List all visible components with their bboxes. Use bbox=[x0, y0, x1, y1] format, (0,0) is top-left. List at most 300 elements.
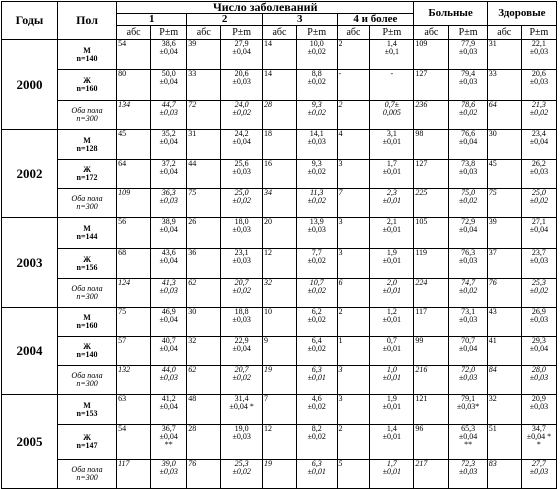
cell-line: 64 bbox=[488, 100, 497, 109]
ptm-cell bbox=[221, 395, 263, 425]
subheader-ptm: P±m bbox=[521, 26, 556, 40]
cell-line: 41,2 bbox=[161, 394, 176, 403]
cell-line: 132 bbox=[118, 365, 131, 374]
cell-line: 7 bbox=[263, 394, 268, 403]
cell-line: ±0,03 bbox=[307, 137, 326, 146]
cell-line: ±0,02 bbox=[307, 256, 326, 265]
cell-line: 44,0 bbox=[161, 365, 176, 374]
abs-cell bbox=[117, 425, 151, 460]
abs-cell bbox=[187, 189, 221, 218]
table-row bbox=[2, 337, 557, 366]
abs-cell bbox=[187, 249, 221, 279]
ptm-cell bbox=[449, 366, 487, 395]
subheader-abs: абс bbox=[414, 26, 449, 40]
cell-line: 2,3 bbox=[386, 188, 397, 197]
cell-line: 19,0 bbox=[234, 424, 249, 433]
cell-line: 6,3 bbox=[311, 459, 322, 468]
abs-cell bbox=[487, 337, 521, 366]
cell-line: 62 bbox=[188, 278, 197, 287]
ptm-cell bbox=[370, 218, 414, 249]
cell-line: 3,1 bbox=[386, 129, 397, 138]
cell-line: 9,3 bbox=[311, 159, 322, 168]
cell-line: 124 bbox=[118, 278, 131, 287]
sex-label: М bbox=[83, 313, 91, 322]
abs-cell bbox=[487, 101, 521, 130]
cell-line: 34 bbox=[263, 188, 272, 197]
ptm-cell bbox=[296, 425, 337, 460]
ptm-cell bbox=[449, 70, 487, 101]
cell-line: ±0,02 bbox=[232, 373, 251, 382]
cell-line: 72,0 bbox=[461, 365, 476, 374]
abs-cell bbox=[262, 189, 296, 218]
sex-cell bbox=[57, 40, 116, 70]
ptm-cell bbox=[296, 70, 337, 101]
abs-cell bbox=[187, 160, 221, 189]
sex-label: Оба пола bbox=[71, 106, 103, 115]
abs-cell bbox=[414, 130, 449, 160]
cell-line: ±0,03 bbox=[458, 256, 478, 265]
cell-line: 224 bbox=[415, 278, 428, 287]
cell-line: 2 bbox=[338, 39, 343, 48]
cell-line: 38,6 bbox=[161, 39, 176, 48]
cell-line: 72,9 bbox=[461, 217, 476, 226]
cell-line: ±0,03 bbox=[307, 225, 326, 234]
cell-line: 18,0 bbox=[234, 217, 249, 226]
abs-cell bbox=[117, 70, 151, 101]
cell-line: 26,9 bbox=[531, 307, 546, 316]
cell-line: ±0,01 bbox=[382, 137, 402, 146]
ptm-cell bbox=[521, 249, 556, 279]
cell-line: ±0,03 bbox=[232, 256, 251, 265]
cell-line: ±0,03 bbox=[232, 77, 251, 86]
sex-label: М bbox=[83, 400, 91, 410]
cell-line: 33 bbox=[188, 69, 197, 78]
cell-line: 9,3 bbox=[311, 100, 322, 109]
cell-line: 20,6 bbox=[531, 69, 546, 78]
subheader-ptm: P±m bbox=[221, 26, 263, 40]
sample-size: n=160 bbox=[76, 84, 98, 93]
ptm-cell bbox=[221, 218, 263, 249]
table-row bbox=[2, 425, 557, 460]
abs-cell bbox=[262, 460, 296, 489]
ptm-cell bbox=[296, 218, 337, 249]
cell-line: 121 bbox=[415, 394, 428, 403]
cell-line: ±0,03 bbox=[159, 373, 178, 382]
cell-line: 84 bbox=[488, 365, 497, 374]
ptm-cell bbox=[151, 460, 187, 489]
ptm-cell bbox=[521, 337, 556, 366]
subheader-ptm: P±m bbox=[449, 26, 487, 40]
cell-line: 109 bbox=[118, 188, 131, 197]
cell-line: 5 bbox=[338, 459, 343, 468]
sex-label: Ж bbox=[83, 76, 91, 85]
abs-cell bbox=[262, 337, 296, 366]
cell-line: 72,3 bbox=[461, 459, 476, 468]
abs-cell bbox=[487, 308, 521, 337]
sex-cell bbox=[57, 249, 116, 279]
abs-cell bbox=[187, 425, 221, 460]
ptm-cell bbox=[151, 70, 187, 101]
cell-line: ±0,04 bbox=[529, 344, 549, 353]
cell-line: ±0,04 bbox=[458, 225, 478, 234]
cell-line: ±0,02 bbox=[232, 286, 251, 295]
cell-line: 1,0 bbox=[386, 365, 397, 374]
ptm-cell bbox=[449, 160, 487, 189]
cell-line: 30 bbox=[188, 307, 197, 316]
cell-line: ±0,04 bbox=[232, 344, 251, 353]
abs-cell bbox=[117, 40, 151, 70]
ptm-cell bbox=[151, 425, 187, 460]
sample-size: n=300 bbox=[76, 292, 98, 301]
year-cell: 2002 bbox=[2, 130, 58, 218]
ptm-cell bbox=[449, 218, 487, 249]
abs-cell bbox=[414, 160, 449, 189]
abs-cell bbox=[414, 249, 449, 279]
cell-line: ±0,04 bbox=[159, 315, 178, 324]
sample-size: n=160 bbox=[76, 321, 98, 330]
cell-line: 45 bbox=[118, 129, 127, 138]
cell-line: ±0,02 bbox=[529, 286, 549, 295]
sex-cell bbox=[57, 337, 116, 366]
cell-line: 4 bbox=[338, 129, 343, 138]
ptm-cell bbox=[521, 279, 556, 308]
abs-cell bbox=[414, 366, 449, 395]
sample-size: n=128 bbox=[76, 143, 98, 153]
abs-cell bbox=[337, 279, 370, 308]
cell-line: 26,2 bbox=[531, 159, 546, 168]
table-row bbox=[2, 101, 557, 130]
cell-line: 79,1 bbox=[461, 394, 476, 403]
cell-line: ±0,04 bbox=[159, 256, 178, 265]
cell-line: 6,3 bbox=[311, 365, 322, 374]
cell-line: 0,005 bbox=[382, 108, 401, 117]
cell-line: 20,6 bbox=[234, 69, 249, 78]
sample-size: n=153 bbox=[76, 408, 98, 418]
sample-size: n=300 bbox=[76, 114, 98, 123]
abs-cell bbox=[337, 70, 370, 101]
ptm-cell bbox=[449, 189, 487, 218]
ptm-cell bbox=[370, 70, 414, 101]
ptm-cell bbox=[151, 160, 187, 189]
ptm-cell bbox=[370, 366, 414, 395]
cell-line: ±0,03 bbox=[529, 402, 549, 411]
cell-line: 109 bbox=[415, 39, 428, 48]
sex-label: Оба пола bbox=[71, 284, 103, 293]
header-col-2: 2 bbox=[187, 14, 263, 26]
cell-line: 73,8 bbox=[461, 159, 476, 168]
cell-line: ±0,03 bbox=[529, 256, 549, 265]
sample-size: n=140 bbox=[76, 350, 98, 359]
ptm-cell bbox=[296, 308, 337, 337]
table-row bbox=[2, 189, 557, 218]
cell-line: 65,3 bbox=[461, 424, 476, 433]
cell-line: 33 bbox=[488, 69, 497, 78]
cell-line: ±0,04 bbox=[159, 432, 178, 441]
cell-line: ** bbox=[464, 440, 473, 449]
ptm-cell bbox=[370, 101, 414, 130]
ptm-cell bbox=[449, 130, 487, 160]
ptm-cell bbox=[521, 101, 556, 130]
sex-cell bbox=[57, 279, 116, 308]
ptm-cell bbox=[449, 337, 487, 366]
ptm-cell bbox=[449, 40, 487, 70]
cell-line: 1 bbox=[338, 336, 343, 345]
cell-line: 134 bbox=[118, 100, 131, 109]
abs-cell bbox=[117, 366, 151, 395]
cell-line: 1,4 bbox=[386, 424, 397, 433]
abs-cell bbox=[487, 460, 521, 489]
sample-size: n=172 bbox=[76, 173, 98, 182]
header-years: Годы bbox=[2, 2, 58, 40]
abs-cell bbox=[187, 308, 221, 337]
cell-line: 54 bbox=[118, 39, 127, 48]
ptm-cell bbox=[521, 395, 556, 425]
cell-line: 1,9 bbox=[386, 248, 397, 257]
cell-line: 73,1 bbox=[461, 307, 476, 316]
ptm-cell bbox=[151, 218, 187, 249]
ptm-cell bbox=[221, 130, 263, 160]
cell-line: ±0,03 bbox=[232, 315, 251, 324]
abs-cell bbox=[187, 101, 221, 130]
ptm-cell bbox=[449, 460, 487, 489]
cell-line: 36,7 bbox=[161, 424, 176, 433]
ptm-cell bbox=[221, 460, 263, 489]
sex-label: М bbox=[83, 135, 91, 145]
ptm-cell bbox=[296, 279, 337, 308]
abs-cell bbox=[487, 218, 521, 249]
ptm-cell bbox=[296, 40, 337, 70]
subheader-abs: абс bbox=[187, 26, 221, 40]
cell-line: ±0,04 bbox=[232, 47, 251, 56]
cell-line: ±0,01 bbox=[382, 286, 402, 295]
cell-line: 127 bbox=[415, 69, 428, 78]
sample-size: n=300 bbox=[76, 473, 98, 482]
abs-cell bbox=[262, 366, 296, 395]
abs-cell bbox=[337, 249, 370, 279]
subheader-abs: абс bbox=[262, 26, 296, 40]
cell-line: 1,9 bbox=[386, 394, 397, 403]
sex-label: Оба пола bbox=[71, 465, 103, 474]
cell-line: 51 bbox=[488, 424, 497, 433]
cell-line: 56 bbox=[118, 217, 127, 226]
abs-cell bbox=[414, 70, 449, 101]
cell-line: 50,0 bbox=[161, 69, 176, 78]
cell-line: ±0,04 bbox=[159, 402, 178, 411]
sex-cell bbox=[57, 130, 116, 160]
cell-line: 75 bbox=[188, 188, 197, 197]
header-diseases: Число заболеваний bbox=[117, 2, 414, 14]
sex-cell bbox=[57, 366, 116, 395]
ptm-cell bbox=[370, 160, 414, 189]
cell-line: 39 bbox=[488, 217, 497, 226]
cell-line: 21,3 bbox=[531, 100, 546, 109]
sex-cell bbox=[57, 189, 116, 218]
abs-cell bbox=[337, 460, 370, 489]
table-row bbox=[2, 460, 557, 489]
ptm-cell bbox=[521, 70, 556, 101]
abs-cell bbox=[117, 130, 151, 160]
cell-line: ±0,03 bbox=[458, 167, 478, 176]
cell-line: 2 bbox=[338, 307, 343, 316]
cell-line: 76 bbox=[188, 459, 197, 468]
cell-line: ±0,03 bbox=[529, 467, 549, 476]
header-col-3: 3 bbox=[262, 14, 337, 26]
cell-line: 32 bbox=[263, 278, 272, 287]
cell-line: 31 bbox=[488, 39, 497, 48]
cell-line: ±0,03 bbox=[159, 286, 178, 295]
ptm-cell bbox=[221, 279, 263, 308]
cell-line: ±0,03 bbox=[159, 467, 178, 476]
abs-cell bbox=[414, 337, 449, 366]
cell-line: ±0,02 bbox=[307, 432, 326, 441]
cell-line: 225 bbox=[415, 188, 428, 197]
cell-line: ±0,01 bbox=[307, 373, 326, 382]
cell-line: 23,7 bbox=[531, 248, 546, 257]
cell-line: 27,1 bbox=[531, 217, 546, 226]
cell-line: ±0,04 * bbox=[229, 402, 254, 411]
cell-line: 29,3 bbox=[531, 336, 546, 345]
cell-line: ±0,02 bbox=[307, 315, 326, 324]
header-sick: Больные bbox=[414, 2, 487, 26]
abs-cell bbox=[337, 395, 370, 425]
abs-cell bbox=[262, 130, 296, 160]
cell-line: ±0,03 bbox=[232, 432, 251, 441]
cell-line: 20,9 bbox=[531, 394, 546, 403]
abs-cell bbox=[187, 130, 221, 160]
abs-cell bbox=[337, 366, 370, 395]
table-row bbox=[2, 130, 557, 160]
abs-cell bbox=[337, 189, 370, 218]
abs-cell bbox=[187, 366, 221, 395]
ptm-cell bbox=[151, 130, 187, 160]
abs-cell bbox=[187, 337, 221, 366]
ptm-cell bbox=[221, 160, 263, 189]
cell-line: ±0,01 bbox=[382, 196, 402, 205]
abs-cell bbox=[262, 395, 296, 425]
subheader-abs: абс bbox=[117, 26, 151, 40]
cell-line: 1,7 bbox=[386, 459, 397, 468]
table-row bbox=[2, 279, 557, 308]
sex-label: Оба пола bbox=[71, 371, 103, 380]
cell-line: ** bbox=[164, 440, 173, 449]
ptm-cell bbox=[151, 189, 187, 218]
ptm-cell bbox=[449, 101, 487, 130]
ptm-cell bbox=[370, 337, 414, 366]
sex-label: М bbox=[83, 224, 91, 233]
cell-line: 2 bbox=[338, 100, 343, 109]
cell-line: 46,9 bbox=[161, 307, 176, 316]
abs-cell bbox=[117, 218, 151, 249]
cell-line: 20,7 bbox=[234, 365, 249, 374]
cell-line: 20,7 bbox=[234, 278, 249, 287]
cell-line: 2,0 bbox=[386, 278, 397, 287]
table-row bbox=[2, 249, 557, 279]
cell-line: ±0,04 * bbox=[526, 432, 552, 441]
abs-cell bbox=[487, 70, 521, 101]
cell-line: 27,9 bbox=[234, 39, 249, 48]
cell-line: 25,0 bbox=[531, 188, 546, 197]
cell-line: - bbox=[338, 69, 342, 78]
cell-line: 127 bbox=[415, 159, 428, 168]
cell-line: 79,4 bbox=[461, 69, 476, 78]
abs-cell bbox=[487, 279, 521, 308]
sex-cell bbox=[57, 218, 116, 249]
cell-line: 19 bbox=[263, 459, 272, 468]
abs-cell bbox=[117, 249, 151, 279]
cell-line: ±0,02 bbox=[307, 196, 326, 205]
cell-line: ±0,02 bbox=[307, 402, 326, 411]
cell-line: 24,0 bbox=[234, 100, 249, 109]
cell-line: 77,9 bbox=[461, 39, 476, 48]
abs-cell bbox=[262, 425, 296, 460]
ptm-cell bbox=[296, 249, 337, 279]
cell-line: 3 bbox=[338, 248, 343, 257]
cell-line: 216 bbox=[415, 365, 428, 374]
cell-line: ±0,02 bbox=[529, 196, 549, 205]
sex-label: Оба пола bbox=[71, 194, 103, 203]
cell-line: ±0,01 bbox=[382, 344, 402, 353]
cell-line: 22,9 bbox=[234, 336, 249, 345]
cell-line: 34,7 bbox=[531, 424, 546, 433]
cell-line: 217 bbox=[415, 459, 428, 468]
cell-line: ±0,03 bbox=[529, 315, 549, 324]
abs-cell bbox=[414, 279, 449, 308]
sample-size: n=144 bbox=[76, 232, 98, 241]
ptm-cell bbox=[449, 249, 487, 279]
cell-line: 80 bbox=[118, 69, 127, 78]
ptm-cell bbox=[370, 460, 414, 489]
ptm-cell bbox=[151, 337, 187, 366]
cell-line: ±0,04 bbox=[529, 225, 549, 234]
ptm-cell bbox=[296, 460, 337, 489]
cell-line: 31,4 bbox=[234, 394, 249, 403]
cell-line: 75 bbox=[488, 188, 497, 197]
abs-cell bbox=[337, 160, 370, 189]
sample-size: n=300 bbox=[76, 202, 98, 211]
cell-line: 236 bbox=[415, 100, 428, 109]
ptm-cell bbox=[151, 40, 187, 70]
cell-line: ±0,02 bbox=[529, 108, 549, 117]
ptm-cell bbox=[521, 308, 556, 337]
abs-cell bbox=[337, 425, 370, 460]
cell-line: 38,9 bbox=[161, 217, 176, 226]
cell-line: 117 bbox=[118, 459, 130, 468]
abs-cell bbox=[262, 40, 296, 70]
abs-cell bbox=[414, 189, 449, 218]
cell-line: 23,1 bbox=[234, 248, 249, 257]
ptm-cell bbox=[449, 425, 487, 460]
year-cell: 2004 bbox=[2, 308, 58, 395]
abs-cell bbox=[337, 218, 370, 249]
cell-line: ±0,04 bbox=[159, 137, 178, 146]
cell-line: 32 bbox=[488, 394, 497, 403]
cell-line: 99 bbox=[415, 336, 424, 345]
cell-line: 6,4 bbox=[311, 336, 322, 345]
abs-cell bbox=[487, 40, 521, 70]
cell-line: ±0,03 bbox=[458, 47, 478, 56]
year-cell: 2005 bbox=[2, 395, 58, 489]
ptm-cell bbox=[370, 130, 414, 160]
cell-line: ±0,03 bbox=[529, 77, 549, 86]
cell-line: ±0,02 bbox=[232, 467, 251, 476]
abs-cell bbox=[117, 189, 151, 218]
cell-line: 70,7 bbox=[461, 336, 476, 345]
cell-line: 27,7 bbox=[531, 459, 546, 468]
sample-size: n=140 bbox=[76, 53, 98, 63]
cell-line: ±0,02 bbox=[232, 108, 251, 117]
ptm-cell bbox=[151, 366, 187, 395]
ptm-cell bbox=[521, 40, 556, 70]
